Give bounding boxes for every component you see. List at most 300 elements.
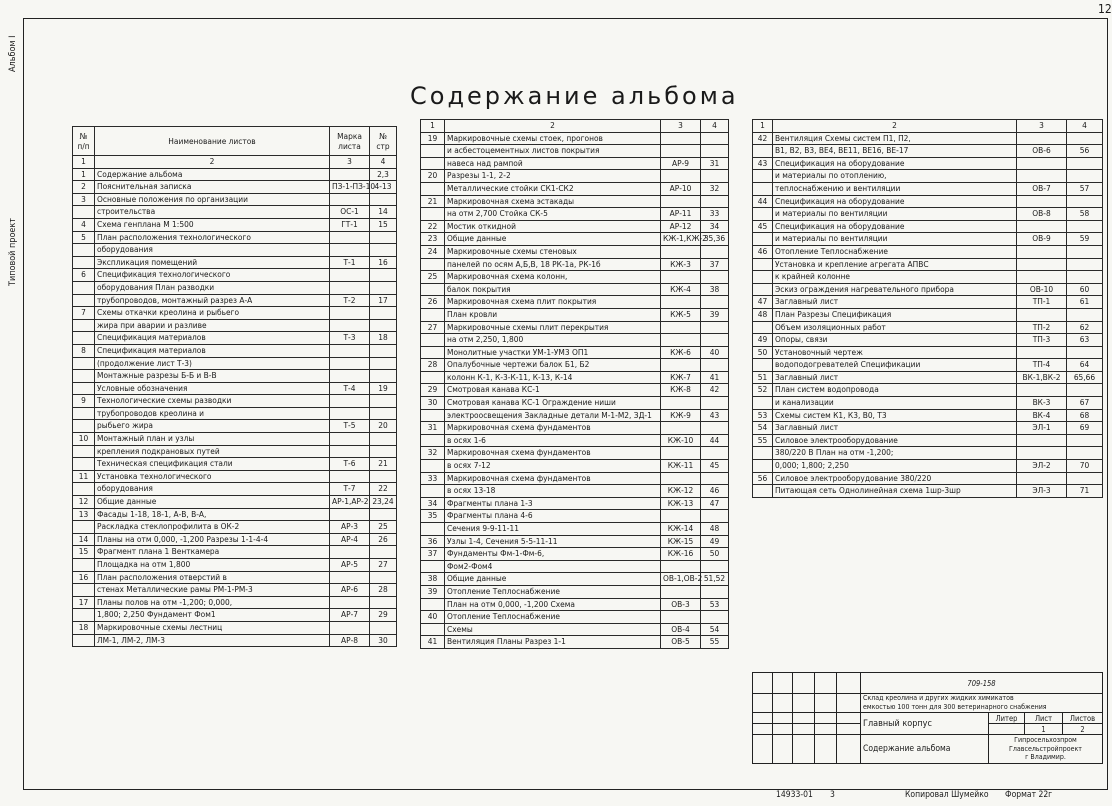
sheet-mark: КЖ-13 xyxy=(661,497,701,510)
table-row xyxy=(73,584,397,597)
sheet-name: трубопроводов, монтажный разрез А-А xyxy=(95,294,330,307)
table-row xyxy=(421,371,729,384)
sheet-mark: ОВ-6 xyxy=(1017,145,1067,158)
page-number-cell xyxy=(1067,346,1103,359)
table-row xyxy=(753,384,1103,397)
sheet-name: Экспликация помещений xyxy=(95,256,330,269)
table-row xyxy=(753,359,1103,372)
page-number-cell: 26 xyxy=(370,533,397,546)
row-number xyxy=(421,346,445,359)
page-number-cell xyxy=(370,370,397,383)
sheet-mark xyxy=(1017,220,1067,233)
row-number xyxy=(73,370,95,383)
sheet-mark: АР-7 xyxy=(330,609,370,622)
page-number-cell: 69 xyxy=(1067,422,1103,435)
sheet-mark xyxy=(1017,346,1067,359)
stamp-stage-header: Литер xyxy=(989,713,1025,724)
row-number xyxy=(421,283,445,296)
sheet-mark xyxy=(330,445,370,458)
page-number-cell: 4-13 xyxy=(370,181,397,194)
sheet-mark xyxy=(330,168,370,181)
page-title: Содержание альбома xyxy=(410,82,739,110)
row-number xyxy=(73,244,95,257)
page-number-cell xyxy=(1067,384,1103,397)
sheet-mark: ТП-2 xyxy=(1017,321,1067,334)
sheet-mark xyxy=(661,422,701,435)
sheet-name: в осях 1-6 xyxy=(445,434,661,447)
sheet-name: и асбестоцементных листов покрытия xyxy=(445,145,661,158)
column-number-row xyxy=(421,120,729,133)
sheet-name: Вентиляция Планы Разрез 1-1 xyxy=(445,636,661,649)
sheet-mark: ЭЛ-1 xyxy=(1017,422,1067,435)
table-row xyxy=(753,434,1103,447)
page-number-cell: 38 xyxy=(701,283,729,296)
page-number-cell: 16 xyxy=(370,256,397,269)
sheet-name: и материалы по отоплению, xyxy=(773,170,1017,183)
page-number-cell: 55 xyxy=(701,636,729,649)
sheet-mark xyxy=(330,307,370,320)
page-number-cell xyxy=(1067,271,1103,284)
table-row xyxy=(73,533,397,546)
row-number xyxy=(421,371,445,384)
sheet-name: строительства xyxy=(95,206,330,219)
table-row xyxy=(753,170,1103,183)
sheet-mark: КЖ-9 xyxy=(661,409,701,422)
sheet-name: Установочный чертеж xyxy=(773,346,1017,359)
stamp-building: Главный корпус xyxy=(861,713,989,735)
row-number xyxy=(73,634,95,647)
sheet-name: Схемы систем К1, К3, В0, Т3 xyxy=(773,409,1017,422)
table-row xyxy=(73,420,397,433)
sheet-name: Раскладка стеклопрофилита в ОК-2 xyxy=(95,521,330,534)
row-number xyxy=(421,598,445,611)
sheet-mark: ЭЛ-2 xyxy=(1017,460,1067,473)
sheet-mark xyxy=(1017,132,1067,145)
sheet-name: Сечения 9-9-11-11 xyxy=(445,523,661,536)
sheet-name: Маркировочная схема фундаментов xyxy=(445,447,661,460)
sheet-mark xyxy=(661,296,701,309)
sheet-name: Спецификация на оборудование xyxy=(773,195,1017,208)
page-number-cell: 63 xyxy=(1067,334,1103,347)
stamp-object-2: емкостью 100 тонн для 300 ветеринарного снабжения xyxy=(863,703,1047,711)
row-number: 5 xyxy=(73,231,95,244)
sheet-mark xyxy=(330,395,370,408)
sheet-name: Маркировочная схема фундаментов xyxy=(445,422,661,435)
sheet-name: Площадка на отм 1,800 xyxy=(95,559,330,572)
table-row xyxy=(421,523,729,536)
column-number: 4 xyxy=(1067,120,1103,133)
page-number-cell: 37 xyxy=(701,258,729,271)
sheet-mark: КЖ-6 xyxy=(661,346,701,359)
sheet-name: Общие данные xyxy=(445,573,661,586)
sheet-mark xyxy=(330,344,370,357)
page-number-cell: 58 xyxy=(1067,208,1103,221)
page-number-cell xyxy=(701,132,729,145)
sheet-mark: ВК-1,ВК-2 xyxy=(1017,371,1067,384)
sheet-mark: Т-2 xyxy=(330,294,370,307)
table-row xyxy=(753,296,1103,309)
page-number-cell xyxy=(701,271,729,284)
table-row xyxy=(73,231,397,244)
table-row xyxy=(73,445,397,458)
table-row xyxy=(421,573,729,586)
sheet-name: оборудования xyxy=(95,244,330,257)
sheet-mark xyxy=(1017,308,1067,321)
page-number-cell xyxy=(1067,258,1103,271)
table-row xyxy=(753,182,1103,195)
row-number xyxy=(73,407,95,420)
page-number-cell xyxy=(701,195,729,208)
sheet-name: Вентиляция Схемы систем П1, П2, xyxy=(773,132,1017,145)
page-number-cell: 42 xyxy=(701,384,729,397)
page-number-cell xyxy=(370,357,397,370)
sheet-mark xyxy=(661,195,701,208)
row-number xyxy=(73,281,95,294)
sheet-name: Маркировочные схемы лестниц xyxy=(95,621,330,634)
table-row xyxy=(73,458,397,471)
row-number: 7 xyxy=(73,307,95,320)
page-number-cell: 35,36 xyxy=(701,233,729,246)
sheet-name: Узлы 1-4, Сечения 5-5-11-11 xyxy=(445,535,661,548)
sheet-name: План Разрезы Спецификация xyxy=(773,308,1017,321)
sheet-mark: ОВ-1,ОВ-2 xyxy=(661,573,701,586)
table-row xyxy=(421,510,729,523)
table-row xyxy=(753,245,1103,258)
sheet-name: Содержание альбома xyxy=(95,168,330,181)
sheet-mark xyxy=(1017,434,1067,447)
row-number xyxy=(753,258,773,271)
page-number-cell xyxy=(370,470,397,483)
sheet-name: Схемы xyxy=(445,623,661,636)
page-number-cell: 34 xyxy=(701,220,729,233)
sheet-mark xyxy=(661,611,701,624)
row-number xyxy=(421,208,445,221)
row-number xyxy=(753,359,773,372)
title-block xyxy=(752,672,1103,764)
header-name: Наименование листов xyxy=(95,127,330,156)
sheet-name: Спецификация на оборудование xyxy=(773,157,1017,170)
sheet-mark: ТП-1 xyxy=(1017,296,1067,309)
page-number-cell xyxy=(370,596,397,609)
row-number: 55 xyxy=(753,434,773,447)
table-row xyxy=(73,344,397,357)
sheet-mark: ОВ-5 xyxy=(661,636,701,649)
row-number xyxy=(753,460,773,473)
sheet-name: 0,000; 1,800; 2,250 xyxy=(773,460,1017,473)
page-number-cell: 54 xyxy=(701,623,729,636)
row-number: 21 xyxy=(421,195,445,208)
sheet-name: В1, В2, В3, ВЕ4, ВЕ11, ВЕ16, ВЕ-17 xyxy=(773,145,1017,158)
row-number xyxy=(73,584,95,597)
table-row xyxy=(421,321,729,334)
page-number-cell: 44 xyxy=(701,434,729,447)
table-row xyxy=(421,598,729,611)
sheet-mark: АР-5 xyxy=(330,559,370,572)
table-row xyxy=(421,585,729,598)
table-row xyxy=(73,181,397,194)
page-number-cell: 28 xyxy=(370,584,397,597)
column-number-row xyxy=(753,120,1103,133)
row-number: 50 xyxy=(753,346,773,359)
sheet-name: Маркировочная схема плит покрытия xyxy=(445,296,661,309)
table-row xyxy=(421,271,729,284)
page-number-cell xyxy=(701,422,729,435)
page-number-cell xyxy=(701,560,729,573)
sheet-name: Смотровая канава КС-1 Ограждение ниши xyxy=(445,397,661,410)
sheet-name: (продолжение лист Т-3) xyxy=(95,357,330,370)
page-number-cell xyxy=(370,407,397,420)
sheet-mark xyxy=(661,585,701,598)
sheet-mark xyxy=(661,145,701,158)
row-number: 45 xyxy=(753,220,773,233)
page-number-cell: 51,52 xyxy=(701,573,729,586)
sheet-mark: ЭЛ-3 xyxy=(1017,485,1067,498)
table-row xyxy=(73,269,397,282)
column-number: 2 xyxy=(445,120,661,133)
sheet-mark xyxy=(330,319,370,332)
sheet-mark xyxy=(1017,195,1067,208)
sheet-mark: КЖ-14 xyxy=(661,523,701,536)
page-number-cell: 53 xyxy=(701,598,729,611)
page-number-cell: 47 xyxy=(701,497,729,510)
page-number-cell: 33 xyxy=(701,208,729,221)
page-number-cell: 62 xyxy=(1067,321,1103,334)
sheet-mark xyxy=(330,281,370,294)
table-row xyxy=(73,244,397,257)
stamp-sheets: 2 xyxy=(1063,724,1103,735)
sheet-name: Объем изоляционных работ xyxy=(773,321,1017,334)
sheet-name: крепления подкрановых путей xyxy=(95,445,330,458)
row-number: 53 xyxy=(753,409,773,422)
table-row xyxy=(753,447,1103,460)
page-number-cell xyxy=(370,445,397,458)
sheet-name: Спецификация материалов xyxy=(95,344,330,357)
sheet-mark: КЖ-11 xyxy=(661,460,701,473)
sheet-mark: КЖ-7 xyxy=(661,371,701,384)
sheet-name: Схемы откачки креолина и рыбьего xyxy=(95,307,330,320)
table-row xyxy=(73,433,397,446)
row-number xyxy=(73,559,95,572)
sheet-mark xyxy=(1017,447,1067,460)
row-number: 6 xyxy=(73,269,95,282)
sheet-name: Установка технологического xyxy=(95,470,330,483)
table-row xyxy=(73,508,397,521)
sheet-mark xyxy=(661,321,701,334)
row-number: 54 xyxy=(753,422,773,435)
sheet-mark: Т-4 xyxy=(330,382,370,395)
page-number-cell xyxy=(370,571,397,584)
sheet-mark: ОВ-3 xyxy=(661,598,701,611)
sheet-name: Спецификация на оборудование xyxy=(773,220,1017,233)
table-row xyxy=(753,271,1103,284)
row-number: 56 xyxy=(753,472,773,485)
page-number-cell: 40 xyxy=(701,346,729,359)
page-number-cell xyxy=(370,193,397,206)
row-number xyxy=(753,182,773,195)
sheet-name: Заглавный лист xyxy=(773,371,1017,384)
row-number xyxy=(753,271,773,284)
sheet-name: Общие данные xyxy=(95,496,330,509)
page-number-cell xyxy=(701,359,729,372)
sheet-name: Монтажные разрезы Б-Б и В-В xyxy=(95,370,330,383)
page-number-cell xyxy=(370,433,397,446)
sheet-mark: КЖ-12 xyxy=(661,485,701,498)
table-row xyxy=(421,157,729,170)
sheet-mark: АР-8 xyxy=(330,634,370,647)
sheet-name: Установка и крепление агрегата АПВС xyxy=(773,258,1017,271)
row-number: 14 xyxy=(73,533,95,546)
row-number: 16 xyxy=(73,571,95,584)
page-number-cell xyxy=(701,472,729,485)
page-number-cell xyxy=(1067,308,1103,321)
row-number: 52 xyxy=(753,384,773,397)
row-number: 9 xyxy=(73,395,95,408)
sheet-name: Условные обозначения xyxy=(95,382,330,395)
row-number: 49 xyxy=(753,334,773,347)
page-number-cell: 18 xyxy=(370,332,397,345)
sheet-mark: Т-6 xyxy=(330,458,370,471)
row-number: 30 xyxy=(421,397,445,410)
sheet-name: теплоснабжению и вентиляции xyxy=(773,182,1017,195)
table-row xyxy=(421,334,729,347)
sheet-mark: ВК-3 xyxy=(1017,397,1067,410)
table-row xyxy=(753,308,1103,321)
page-number-cell: 32 xyxy=(701,182,729,195)
sheet-mark xyxy=(330,596,370,609)
row-number xyxy=(73,294,95,307)
sheet-name: на отм 2,250, 1,800 xyxy=(445,334,661,347)
page-number-cell: 19 xyxy=(370,382,397,395)
sheet-mark: ПЗ-1-ПЗ-10 xyxy=(330,181,370,194)
page-number-cell xyxy=(1067,170,1103,183)
row-number xyxy=(421,523,445,536)
table-row xyxy=(421,472,729,485)
table-row xyxy=(753,145,1103,158)
sheet-mark xyxy=(1017,157,1067,170)
page-number-cell: 60 xyxy=(1067,283,1103,296)
page-number-cell xyxy=(1067,245,1103,258)
row-number xyxy=(421,145,445,158)
sheet-mark xyxy=(661,170,701,183)
table-row xyxy=(73,332,397,345)
row-number: 39 xyxy=(421,585,445,598)
table-row xyxy=(753,258,1103,271)
row-number xyxy=(753,283,773,296)
row-number: 19 xyxy=(421,132,445,145)
page-number-cell xyxy=(701,321,729,334)
sheet-name: Маркировочные схемы стоек, прогонов xyxy=(445,132,661,145)
sheet-mark xyxy=(661,132,701,145)
row-number: 32 xyxy=(421,447,445,460)
column-number: 1 xyxy=(421,120,445,133)
row-number: 31 xyxy=(421,422,445,435)
row-number xyxy=(421,460,445,473)
row-number xyxy=(753,208,773,221)
table-row xyxy=(421,447,729,460)
sheet-mark xyxy=(330,231,370,244)
footer-page: 3 xyxy=(830,790,835,800)
table-row xyxy=(421,623,729,636)
sheet-name: Отопление Теплоснабжение xyxy=(773,245,1017,258)
table-row xyxy=(421,535,729,548)
table-row xyxy=(421,497,729,510)
sheet-name: колонн К-1, К-3-К-11, К-13, К-14 xyxy=(445,371,661,384)
table-row xyxy=(421,208,729,221)
table-row xyxy=(421,409,729,422)
footer-format: Формат 22г xyxy=(1005,790,1053,800)
stamp-object: Склад креолина и других жидких химикатов xyxy=(863,694,1014,702)
sheet-name: План кровли xyxy=(445,308,661,321)
sheet-mark: КЖ-1,КЖ-2 xyxy=(661,233,701,246)
page-number-cell xyxy=(1067,132,1103,145)
row-number xyxy=(753,145,773,158)
page-number-cell: 48 xyxy=(701,523,729,536)
sheet-mark xyxy=(661,397,701,410)
row-number xyxy=(73,256,95,269)
row-number: 51 xyxy=(753,371,773,384)
table-row xyxy=(753,371,1103,384)
sheet-name: План систем водопровода xyxy=(773,384,1017,397)
sheet-name: водоподогревателей Спецификации xyxy=(773,359,1017,372)
page-number-cell xyxy=(370,508,397,521)
sheet-mark: ОС-1 xyxy=(330,206,370,219)
sheet-name: Техническая спецификация стали xyxy=(95,458,330,471)
sheet-mark: КЖ-10 xyxy=(661,434,701,447)
column-number-row xyxy=(73,156,397,169)
sheet-mark xyxy=(1017,472,1067,485)
page-number-cell: 64 xyxy=(1067,359,1103,372)
row-number: 26 xyxy=(421,296,445,309)
stamp-code: 709-158 xyxy=(861,673,1103,694)
page-number-cell: 22 xyxy=(370,483,397,496)
row-number: 42 xyxy=(753,132,773,145)
row-number: 15 xyxy=(73,546,95,559)
row-number: 24 xyxy=(421,245,445,258)
sheet-name: План расположения отверстий в xyxy=(95,571,330,584)
stamp-org-2: Главсельстройпроект xyxy=(1009,744,1082,753)
sheet-name: в осях 7-12 xyxy=(445,460,661,473)
sheet-mark: КЖ-8 xyxy=(661,384,701,397)
row-number xyxy=(73,445,95,458)
page-number-cell xyxy=(701,397,729,410)
page-number-cell: 20 xyxy=(370,420,397,433)
table-row xyxy=(73,483,397,496)
row-number: 37 xyxy=(421,548,445,561)
row-number xyxy=(753,170,773,183)
sheet-mark xyxy=(1017,245,1067,258)
row-number: 4 xyxy=(73,218,95,231)
row-number: 36 xyxy=(421,535,445,548)
page-number-cell: 67 xyxy=(1067,397,1103,410)
contents-table-1 xyxy=(72,126,397,647)
sheet-mark: АР-1,АР-2 xyxy=(330,496,370,509)
page-number-cell: 50 xyxy=(701,548,729,561)
sheet-mark xyxy=(330,571,370,584)
column-number: 2 xyxy=(773,120,1017,133)
table-row xyxy=(753,233,1103,246)
page-number-cell xyxy=(701,245,729,258)
side-label-album: Альбом I xyxy=(8,35,18,72)
table-row xyxy=(73,395,397,408)
table-row xyxy=(73,634,397,647)
row-number: 13 xyxy=(73,508,95,521)
sheet-mark xyxy=(330,621,370,634)
sheet-mark xyxy=(661,472,701,485)
sheet-name: трубопроводов креолина и xyxy=(95,407,330,420)
sheet-name: План расположения технологического xyxy=(95,231,330,244)
page-number-cell xyxy=(1067,157,1103,170)
row-number xyxy=(73,609,95,622)
